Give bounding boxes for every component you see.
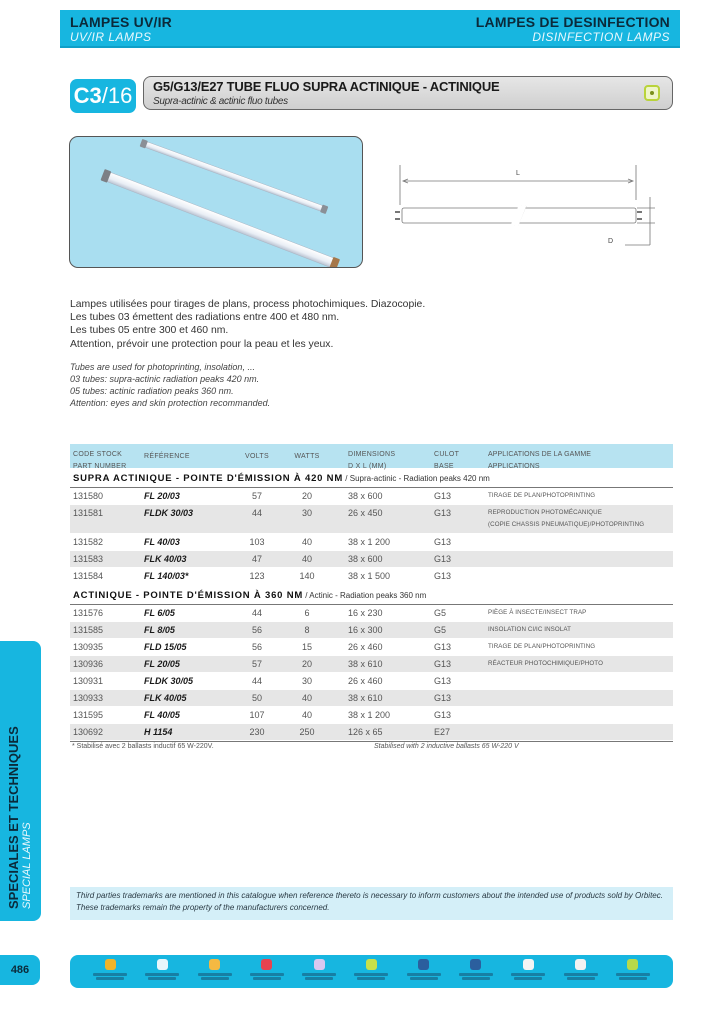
table-row — [70, 568, 673, 585]
reference-cell: FL 40/03 — [144, 537, 180, 547]
application-text: PIÈGE À INSECTE/INSECT TRAP — [488, 609, 587, 616]
col-header-base — [428, 444, 488, 468]
dimensions-cell: 26 x 460 — [348, 642, 383, 652]
description-en-line: Attention: eyes and skin protection recommanded. — [70, 398, 271, 409]
watts-cell: 40 — [301, 693, 312, 703]
dimensions-cell: 26 x 450 — [348, 508, 383, 518]
starter-icon — [314, 959, 325, 970]
header-subcategory-fr: LAMPES DE DESINFECTION — [475, 14, 670, 30]
base-cell: G13 — [434, 508, 452, 518]
legend-caption-mark — [305, 977, 333, 980]
part-number-cell: 131585 — [73, 625, 104, 635]
hid-icon — [261, 959, 272, 970]
applications-cell — [488, 605, 673, 621]
application-text: TIRAGE DE PLAN/PHOTOPRINTING — [488, 492, 596, 499]
table-row — [70, 656, 673, 673]
part-number-cell: 130931 — [73, 676, 104, 686]
watts-cell: 30 — [301, 676, 312, 686]
volts-cell: 230 — [249, 727, 265, 737]
legend-caption-mark — [201, 977, 229, 980]
volts-cell: 103 — [249, 537, 265, 547]
applications-cell — [488, 551, 673, 567]
base-cell: G13 — [434, 537, 452, 547]
col-header-applications — [488, 444, 673, 468]
reference-cell: FL 6/05 — [144, 608, 175, 618]
volts-cell: 57 — [251, 659, 262, 669]
dimensions-cell: 38 x 600 — [348, 554, 383, 564]
dimension-drawing — [390, 155, 670, 255]
section-title-en: / Actinic - Radiation peaks 360 nm — [303, 591, 427, 600]
side-tab-fr: SPECIALES ET TECHNIQUES — [6, 726, 21, 909]
volts-cell: 47 — [251, 554, 262, 564]
applications-cell — [488, 690, 673, 706]
legend-caption-mark — [148, 977, 176, 980]
base-cell: G13 — [434, 710, 452, 720]
reference-cell: FL 40/05 — [144, 710, 180, 720]
dimensions-cell: 38 x 1 200 — [348, 537, 391, 547]
col-header-code-fr: CODE STOCK — [73, 451, 123, 458]
footnote-en: Stabilised with 2 inductive ballasts 65 W-220 V — [374, 743, 519, 750]
watts-cell: 250 — [299, 727, 315, 737]
abbreviation-icon — [627, 959, 638, 970]
watts-cell: 8 — [304, 625, 310, 635]
legend-item — [454, 959, 498, 980]
part-number-cell: 130935 — [73, 642, 104, 652]
dimensions-cell: 126 x 65 — [348, 727, 383, 737]
watts-cell: 6 — [304, 608, 310, 618]
product-code-badge — [70, 79, 136, 113]
legend-item — [611, 959, 655, 980]
base-cell: G13 — [434, 554, 452, 564]
legend-caption-mark — [302, 973, 336, 976]
legend-caption-mark — [410, 977, 438, 980]
complete-icon — [470, 959, 481, 970]
product-description — [70, 298, 490, 410]
legend-item — [559, 959, 603, 980]
part-number-cell: 131583 — [73, 554, 104, 564]
dimensions-cell: 38 x 610 — [348, 693, 383, 703]
dimensions-cell: 38 x 600 — [348, 491, 383, 501]
col-header-dimensions — [332, 444, 428, 468]
volts-cell: 44 — [251, 508, 262, 518]
watts-cell: 20 — [301, 491, 312, 501]
product-code-suffix: /16 — [101, 83, 133, 108]
description-fr-line: Lampes utilisées pour tirages de plans, process photochimiques. Diazocopie. — [70, 299, 426, 310]
tube-dimension-diagram — [390, 155, 670, 255]
reference-cell: FLD 15/05 — [144, 642, 187, 652]
table-row — [70, 505, 673, 534]
legend-caption-mark — [462, 977, 490, 980]
description-fr — [70, 298, 490, 351]
applications-cell — [488, 622, 673, 638]
base-cell: G13 — [434, 642, 452, 652]
description-en-line: 05 tubes: actinic radiation peaks 360 nm. — [70, 386, 234, 397]
professional-range-icon — [105, 959, 116, 970]
base-cell: G13 — [434, 491, 452, 501]
table-header — [70, 444, 673, 468]
description-fr-line: Les tubes 03 émettent des radiations entre 400 et 480 nm. — [70, 312, 340, 324]
product-table — [70, 444, 673, 742]
legend-icon-bar — [70, 955, 673, 988]
header-subcategory-en: DISINFECTION LAMPS — [532, 30, 670, 44]
part-number-cell: 131584 — [73, 571, 104, 581]
product-subtitle: Supra-actinic & actinic fluo tubes — [153, 96, 288, 107]
dimensions-cell: 38 x 1 200 — [348, 710, 391, 720]
diameter-label: D — [608, 238, 614, 245]
applications-cell — [488, 707, 673, 723]
reference-cell: FLDK 30/05 — [144, 676, 194, 686]
base-cell: G5 — [434, 608, 447, 618]
reference-cell: FLDK 30/03 — [144, 508, 194, 518]
table-row — [70, 605, 673, 622]
application-text: RÉACTEUR PHOTOCHIMIQUE/PHOTO — [488, 660, 603, 667]
header-left — [70, 15, 172, 44]
col-header-base-en: BASE — [434, 463, 454, 470]
legend-caption-mark — [198, 973, 232, 976]
reference-cell: FL 8/05 — [144, 625, 175, 635]
side-tab-text — [6, 649, 34, 909]
volts-cell: 107 — [249, 710, 265, 720]
range-product-icon — [644, 85, 660, 101]
col-header-base-fr: CULOT — [434, 451, 460, 458]
part-number-cell: 131595 — [73, 710, 104, 720]
product-photo — [69, 136, 363, 268]
col-header-app-en: APPLICATIONS — [488, 463, 540, 470]
legend-item — [140, 959, 184, 980]
applications-cell — [488, 673, 673, 689]
volts-cell: 57 — [251, 491, 262, 501]
range-product-icon — [366, 959, 377, 970]
applications-cell — [488, 534, 673, 550]
part-number-cell: 131576 — [73, 608, 104, 618]
legend-caption-mark — [250, 973, 284, 976]
reference-cell: FL 20/05 — [144, 659, 180, 669]
dimensions-cell: 26 x 460 — [348, 676, 383, 686]
legend-item — [297, 959, 341, 980]
reference-cell: H 1154 — [144, 727, 173, 737]
legend-caption-mark — [96, 977, 124, 980]
page-number: 486 — [0, 955, 40, 985]
description-en-line: 03 tubes: supra-actinic radiation peaks 420 nm. — [70, 374, 260, 385]
section-title-fr: SUPRA ACTINIQUE - POINTE D'ÉMISSION À 420 NM — [73, 473, 344, 484]
legend-caption-mark — [511, 973, 545, 976]
watts-cell: 140 — [299, 571, 315, 581]
header-category-fr: LAMPES UV/IR — [70, 14, 172, 30]
table-row — [70, 639, 673, 656]
applications-cell — [488, 639, 673, 655]
base-cell: G13 — [434, 571, 452, 581]
base-cell: G13 — [434, 659, 452, 669]
applications-cell — [488, 656, 673, 672]
watts-cell: 40 — [301, 710, 312, 720]
application-text: TIRAGE DE PLAN/PHOTOPRINTING — [488, 643, 596, 650]
col-header-volts: VOLTS — [245, 453, 269, 460]
table-row — [70, 534, 673, 551]
col-header-dim-en: D X L (MM) — [348, 463, 387, 470]
specific-icon — [418, 959, 429, 970]
col-header-ref: RÉFÉRENCE — [144, 453, 190, 460]
table-row — [70, 724, 673, 741]
legend-caption-mark — [357, 977, 385, 980]
col-header-watts: WATTS — [294, 453, 320, 460]
col-header-dim-fr: DIMENSIONS — [348, 451, 396, 458]
table-row — [70, 488, 673, 505]
legend-item — [506, 959, 550, 980]
blank-icon — [523, 959, 534, 970]
legend-caption-mark — [93, 973, 127, 976]
table-row — [70, 551, 673, 568]
part-number-cell: 130933 — [73, 693, 104, 703]
col-header-code-en: PART NUMBER — [73, 463, 127, 470]
legend-item — [349, 959, 393, 980]
reference-cell: FL 20/03 — [144, 491, 180, 501]
description-fr-line: Les tubes 05 entre 300 et 460 nm. — [70, 325, 229, 337]
base-cell: G13 — [434, 693, 452, 703]
legend-item — [193, 959, 237, 980]
trademark-disclaimer: Third parties trademarks are mentioned in this catalogue when reference thereto is necessary to inform customers about the intended use of products sold by Orbitec. These trademarks remain the property of the manufacturers concerned. — [70, 887, 673, 920]
product-code-prefix: C3 — [73, 83, 102, 108]
dimensions-cell: 38 x 610 — [348, 659, 383, 669]
part-number-cell: 130692 — [73, 727, 104, 737]
legend-caption-mark — [407, 973, 441, 976]
applications-cell — [488, 488, 673, 504]
header-category-en: UV/IR LAMPS — [70, 30, 152, 44]
applications-cell — [488, 568, 673, 584]
table-section-heading — [70, 585, 673, 605]
side-tab-en: SPECIAL LAMPS — [21, 822, 33, 909]
part-number-cell: 131580 — [73, 491, 104, 501]
standard-range-icon — [157, 959, 168, 970]
header-right — [476, 15, 670, 44]
application-text: REPRODUCTION PHOTOMÉCANIQUE — [488, 509, 602, 516]
volts-cell: 44 — [251, 676, 262, 686]
applications-cell — [488, 505, 673, 533]
watts-cell: 30 — [301, 508, 312, 518]
section-side-tab — [0, 641, 41, 921]
application-text: INSOLATION CI/IC INSOLAT — [488, 626, 571, 633]
description-en — [70, 361, 490, 410]
dimensions-cell: 16 x 230 — [348, 608, 383, 618]
legend-item — [245, 959, 289, 980]
base-cell: G13 — [434, 676, 452, 686]
base-cell: E27 — [434, 727, 451, 737]
legend-item — [402, 959, 446, 980]
length-label: L — [516, 170, 520, 177]
section-title-fr: ACTINIQUE - POINTE D'ÉMISSION À 360 NM — [73, 590, 304, 601]
legend-item — [88, 959, 132, 980]
page-header — [60, 10, 680, 48]
uv-stop-icon — [575, 959, 586, 970]
table-row — [70, 622, 673, 639]
legend-caption-mark — [514, 977, 542, 980]
description-en-line: Tubes are used for photoprinting, insolation, ... — [70, 361, 255, 372]
legend-caption-mark — [619, 977, 647, 980]
dimensions-cell: 38 x 1 500 — [348, 571, 391, 581]
application-text: (COPIE CHASSIS PNEUMATIQUE)/PHOTOPRINTING — [488, 521, 645, 528]
fluorescent-tubes-image — [70, 137, 363, 268]
table-row — [70, 673, 673, 690]
legend-caption-mark — [616, 973, 650, 976]
watts-cell: 20 — [301, 659, 312, 669]
footnote-fr: * Stabilisé avec 2 ballasts inductif 65 W-220V. — [72, 743, 214, 750]
watts-cell: 40 — [301, 537, 312, 547]
eco-range-icon — [209, 959, 220, 970]
volts-cell: 56 — [251, 625, 262, 635]
table-row — [70, 707, 673, 724]
product-title: G5/G13/E27 TUBE FLUO SUPRA ACTINIQUE - ACTINIQUE — [153, 79, 500, 94]
table-row — [70, 690, 673, 707]
col-header-code — [70, 444, 144, 468]
legend-caption-mark — [564, 973, 598, 976]
description-fr-line: Attention, prévoir une protection pour la peau et les yeux. — [70, 338, 334, 350]
base-cell: G5 — [434, 625, 447, 635]
reference-cell: FL 140/03* — [144, 571, 189, 581]
legend-caption-mark — [459, 973, 493, 976]
dimensions-cell: 16 x 300 — [348, 625, 383, 635]
applications-cell — [488, 724, 673, 740]
part-number-cell: 131581 — [73, 508, 104, 518]
volts-cell: 50 — [251, 693, 262, 703]
table-body — [70, 468, 673, 741]
volts-cell: 56 — [251, 642, 262, 652]
reference-cell: FLK 40/03 — [144, 554, 187, 564]
reference-cell: FLK 40/05 — [144, 693, 187, 703]
legend-caption-mark — [253, 977, 281, 980]
table-section-heading — [70, 468, 673, 488]
volts-cell: 123 — [249, 571, 265, 581]
table-bottom-rule — [70, 741, 673, 742]
watts-cell: 15 — [301, 642, 312, 652]
product-title-box — [143, 76, 673, 110]
part-number-cell: 131582 — [73, 537, 104, 547]
legend-caption-mark — [567, 977, 595, 980]
legend-caption-mark — [354, 973, 388, 976]
volts-cell: 44 — [251, 608, 262, 618]
part-number-cell: 130936 — [73, 659, 104, 669]
legend-caption-mark — [145, 973, 179, 976]
col-header-app-fr: APPLICATIONS DE LA GAMME — [488, 451, 592, 458]
section-title-en: / Supra-actinic - Radiation peaks 420 nm — [343, 474, 490, 483]
watts-cell: 40 — [301, 554, 312, 564]
